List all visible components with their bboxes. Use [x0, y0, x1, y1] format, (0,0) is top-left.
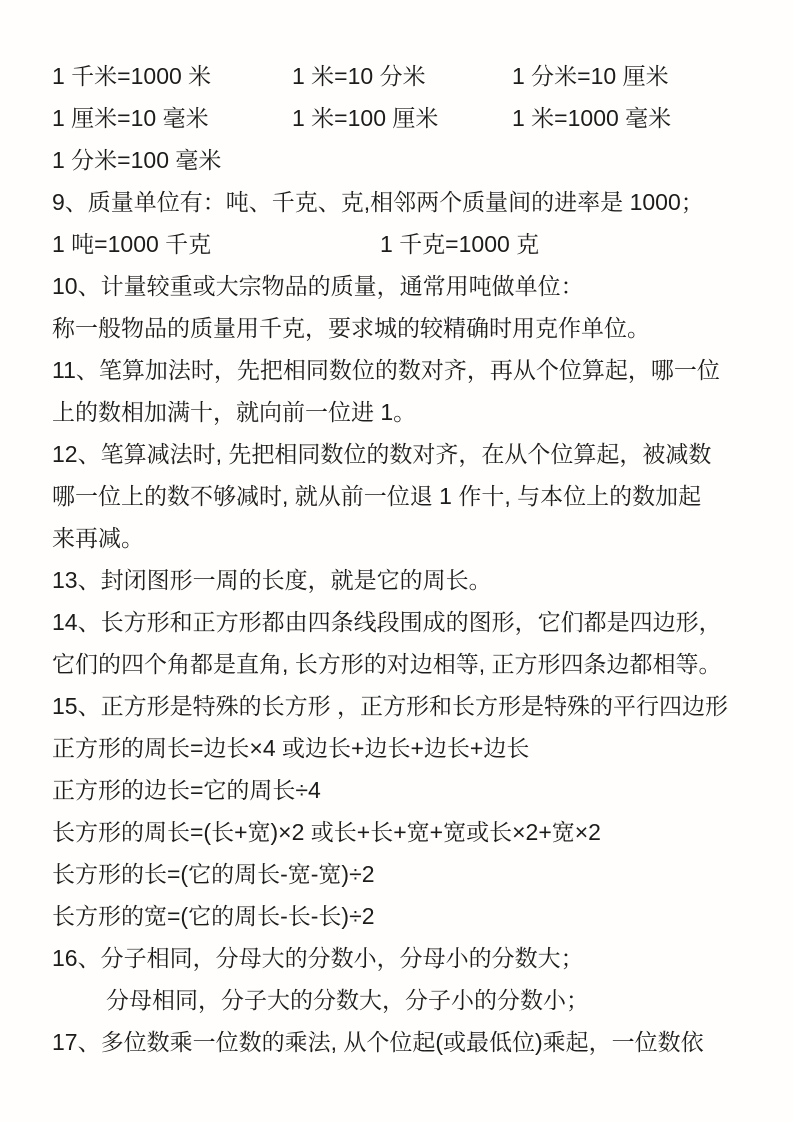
unit-conversion: 1 米=100 厘米 [292, 105, 439, 131]
note-item-15: 15、正方形是特殊的长方形 ，正方形和长方形是特殊的平行四边形 [52, 693, 728, 719]
unit-conversion: 1 分米=10 厘米 [512, 63, 669, 89]
note-item-16-line-2: 分母相同，分子大的分数大，分子小的分数小； [106, 987, 589, 1013]
note-item-10-line-2: 称一般物品的质量用千克，要求城的较精确时用克作单位。 [52, 315, 650, 341]
note-item-14-line-2: 它们的四个角都是直角, 长方形的对边相等, 正方形四条边都相等。 [52, 651, 722, 677]
note-item-17-line-1: 17、多位数乘一位数的乘法, 从个位起(或最低位)乘起，一位数依 [52, 1029, 704, 1055]
mass-units-row [52, 223, 757, 265]
note-item-16-line-1: 16、分子相同，分母大的分数小，分母小的分数大； [52, 945, 584, 971]
note-item-14-line-1: 14、长方形和正方形都由四条线段围成的图形，它们都是四边形， [52, 609, 722, 635]
unit-conversion: 1 米=1000 毫米 [512, 105, 672, 131]
length-units-row-2 [52, 97, 757, 139]
unit-conversion: 1 千克=1000 克 [380, 231, 540, 257]
note-item-10-line-1: 10、计量较重或大宗物品的质量，通常用吨做单位： [52, 273, 584, 299]
formula-square-perimeter: 正方形的周长=边长×4 或边长+边长+边长+边长 [52, 735, 530, 761]
formula-rectangle-width: 长方形的宽=(它的周长-长-长)÷2 [52, 903, 375, 929]
unit-conversion: 1 吨=1000 千克 [52, 231, 212, 257]
note-item-9: 9、质量单位有：吨、千克、克,相邻两个质量间的进率是 1000； [52, 189, 704, 215]
unit-conversion: 1 厘米=10 毫米 [52, 105, 209, 131]
note-item-12-line-1: 12、笔算减法时, 先把相同数位的数对齐，在从个位算起，被减数 [52, 441, 712, 467]
formula-rectangle-perimeter: 长方形的周长=(长+宽)×2 或长+长+宽+宽或长×2+宽×2 [52, 819, 601, 845]
unit-conversion: 1 米=10 分米 [292, 63, 426, 89]
note-item-11-line-1: 11、笔算加法时，先把相同数位的数对齐，再从个位算起，哪一位 [52, 357, 720, 383]
formula-rectangle-length: 长方形的长=(它的周长-宽-宽)÷2 [52, 861, 375, 887]
note-item-13: 13、封闭图形一周的长度，就是它的周长。 [52, 567, 492, 593]
note-item-12-line-3: 来再减。 [52, 525, 144, 551]
note-item-11-line-2: 上的数相加满十，就向前一位进 1。 [52, 399, 417, 425]
unit-conversion: 1 千米=1000 米 [52, 63, 212, 89]
length-units-row-1 [52, 55, 757, 97]
length-units-row-3: 1 分米=100 毫米 [52, 147, 222, 173]
note-item-12-line-2: 哪一位上的数不够减时, 就从前一位退 1 作十, 与本位上的数加起 [52, 483, 702, 509]
formula-square-side: 正方形的边长=它的周长÷4 [52, 777, 321, 803]
